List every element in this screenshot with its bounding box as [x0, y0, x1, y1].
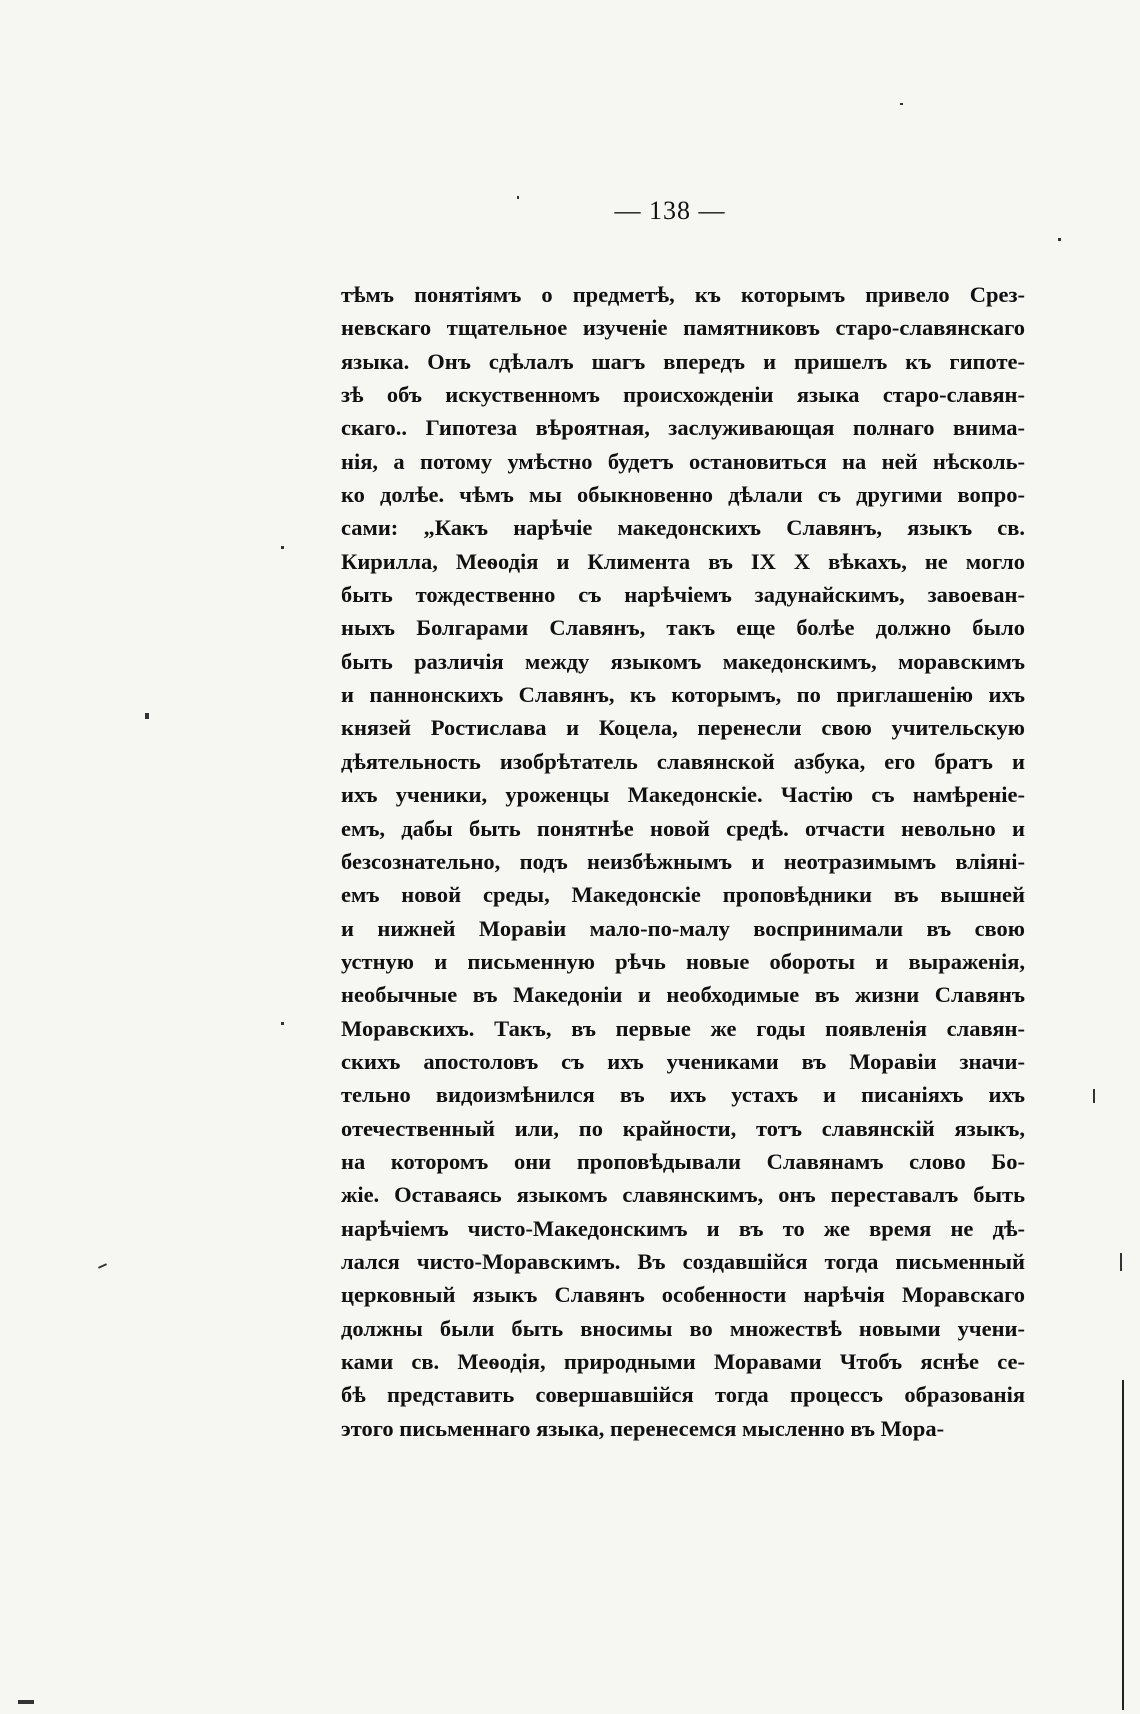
text-line: Кирилла, Меѳодія и Климента въ IX X вѣкахъ, не могло [341, 548, 1025, 574]
text-line: быть различія между языкомъ македонскимъ, моравскимъ [341, 648, 1025, 674]
text-line: языка. Онъ сдѣлалъ шагъ впередъ и пришелъ къ гипоте- [341, 348, 1025, 374]
scan-speck [145, 713, 149, 719]
text-line: быть тождественно съ нарѣчіемъ задунайскимъ, завоеван- [341, 582, 1025, 608]
text-line: князей Ростислава и Коцела, перенесли свою учительскую [341, 715, 1025, 741]
text-line: скихъ апостоловъ съ ихъ учениками въ Моравіи значи- [341, 1048, 1025, 1074]
text-line: тѣмъ понятіямъ о предметѣ, къ которымъ привело Срез- [341, 282, 1025, 307]
body-text [341, 278, 1025, 1445]
text-line: нарѣчіемъ чисто-Македонскимъ и въ то же время не дѣ- [341, 1215, 1025, 1241]
text-line: отечественный или, по крайности, тотъ славянскій языкъ, [341, 1115, 1025, 1141]
scan-speck [281, 546, 284, 549]
scan-speck [1058, 238, 1061, 241]
text-line: нія, а потому умѣстно будетъ остановиться на ней нѣсколь- [341, 448, 1025, 474]
text-line: бѣ представить совершавшійся тогда процессъ образованія [341, 1382, 1025, 1408]
text-line: ныхъ Болгарами Славянъ, такъ еще болѣе должно было [341, 615, 1025, 641]
text-line: и паннонскихъ Славянъ, къ которымъ, по приглашенію ихъ [341, 682, 1025, 708]
text-line: на которомъ они проповѣдывали Славянамъ слово Бо- [341, 1148, 1025, 1174]
text-line: необычные въ Македоніи и необходимые въ жизни Славянъ [341, 982, 1025, 1008]
page-edge-line [1122, 1380, 1124, 1710]
text-line: должны были быть вносимы во множествѣ новыми учени- [341, 1315, 1025, 1341]
text-line: невскаго тщательное изученіе памятниковъ старо-славянскаго [341, 315, 1025, 341]
text-line: емъ, дабы быть понятнѣе новой средѣ. отчасти невольно и [341, 815, 1025, 841]
scan-speck [517, 196, 519, 199]
page-number: — 138 — [614, 196, 726, 225]
text-line: зѣ объ искуственномъ происхожденіи языка старо-славян- [341, 382, 1025, 408]
text-line: и нижней Моравіи мало-по-малу воспринимали въ свою [341, 915, 1025, 941]
scan-speck [1120, 1253, 1122, 1271]
text-line: сами: „Какъ нарѣчіе македонскихъ Славянъ, языкъ св. [341, 515, 1025, 541]
corner-mark [18, 1700, 34, 1704]
scan-speck [98, 1263, 107, 1269]
text-line: лался чисто-Моравскимъ. Въ создавшійся тогда письменный [341, 1248, 1025, 1274]
text-line: емъ новой среды, Македонскіе проповѣдники въ вышней [341, 882, 1025, 908]
text-line: дѣятельность изобрѣтатель славянской азбука, его братъ и [341, 748, 1025, 774]
scan-speck [281, 1022, 284, 1025]
text-line: жіе. Оставаясь языкомъ славянскимъ, онъ переставалъ быть [341, 1182, 1025, 1208]
text-line: безсознательно, подъ неизбѣжнымъ и неотразимымъ вліяні- [341, 848, 1025, 874]
text-line: устную и письменную рѣчь новые обороты и выраженія, [341, 948, 1025, 974]
text-line: церковный языкъ Славянъ особенности нарѣчія Моравскаго [341, 1282, 1025, 1308]
text-line: этого письменнаго языка, перенесемся мысленно въ Мора- [341, 1415, 945, 1441]
text-line: скаго.. Гипотеза вѣроятная, заслуживающая полнаго внима- [341, 415, 1025, 441]
text-line: тельно видоизмѣнился въ ихъ устахъ и писаніяхъ ихъ [341, 1082, 1025, 1108]
scan-speck [900, 103, 903, 105]
text-line: Моравскихъ. Такъ, въ первые же годы появленія славян- [341, 1015, 1025, 1041]
scan-speck [1093, 1089, 1095, 1103]
text-line: ихъ ученики, уроженцы Македонскіе. Частію съ намѣреніе- [341, 782, 1025, 808]
text-line: ко долѣе. чѣмъ мы обыкновенно дѣлали съ другими вопро- [341, 482, 1025, 508]
text-line: ками св. Меѳодія, природными Моравами Чтобъ яснѣе се- [341, 1349, 1025, 1374]
